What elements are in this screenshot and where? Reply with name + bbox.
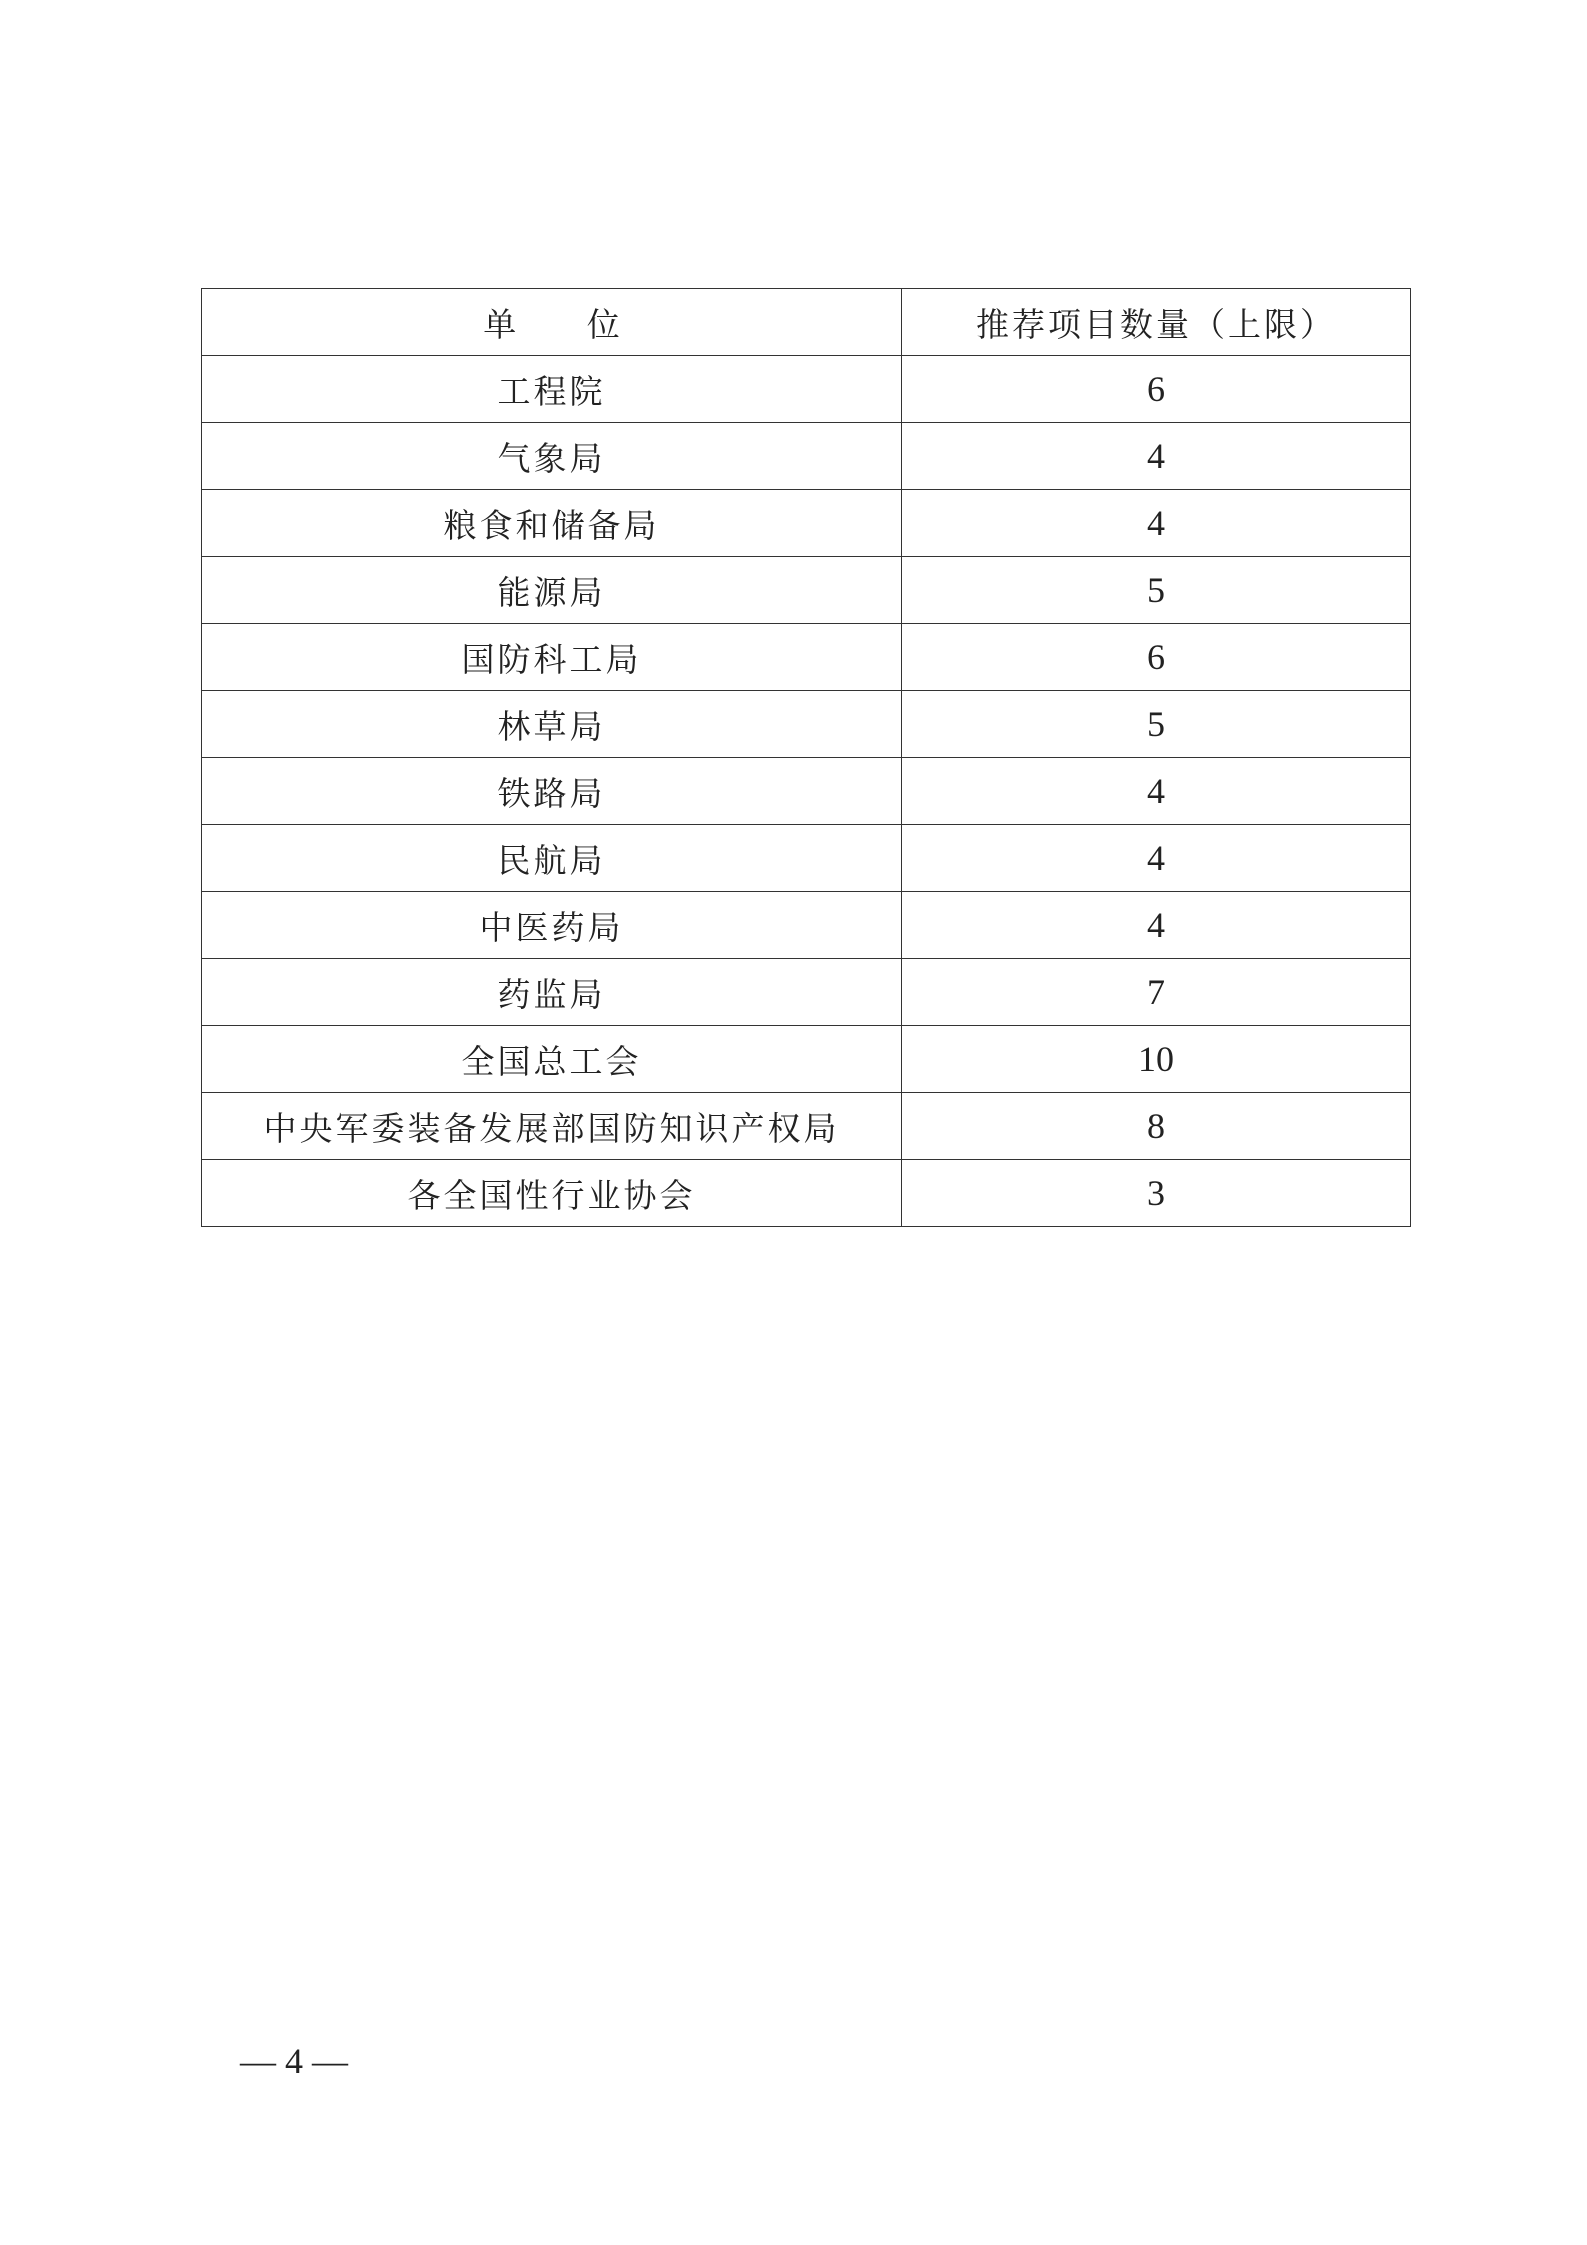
unit-cell: 铁路局 [202, 758, 902, 825]
unit-cell: 药监局 [202, 959, 902, 1026]
unit-cell: 林草局 [202, 691, 902, 758]
unit-cell: 中央军委装备发展部国防知识产权局 [202, 1093, 902, 1160]
unit-cell: 粮食和储备局 [202, 490, 902, 557]
quota-cell: 7 [902, 959, 1411, 1026]
table-row [202, 691, 1411, 758]
quota-cell: 4 [902, 490, 1411, 557]
unit-cell: 各全国性行业协会 [202, 1160, 902, 1227]
quota-cell: 4 [902, 423, 1411, 490]
table-row [202, 356, 1411, 423]
unit-cell: 中医药局 [202, 892, 902, 959]
quota-cell: 10 [902, 1026, 1411, 1093]
page-number: — 4 — [240, 2041, 348, 2081]
unit-cell: 气象局 [202, 423, 902, 490]
table-row [202, 892, 1411, 959]
quota-cell: 3 [902, 1160, 1411, 1227]
quota-cell: 4 [902, 758, 1411, 825]
quota-cell: 6 [902, 624, 1411, 691]
table-row [202, 1026, 1411, 1093]
quota-cell: 5 [902, 691, 1411, 758]
table-row [202, 557, 1411, 624]
unit-cell: 民航局 [202, 825, 902, 892]
unit-cell: 工程院 [202, 356, 902, 423]
table-row [202, 1160, 1411, 1227]
table-header-row [202, 289, 1411, 356]
unit-cell: 能源局 [202, 557, 902, 624]
quota-cell: 4 [902, 825, 1411, 892]
column-header-unit: 单 位 [202, 289, 902, 356]
column-header-quota: 推荐项目数量（上限） [902, 289, 1411, 356]
table-row [202, 423, 1411, 490]
table-row [202, 959, 1411, 1026]
quota-cell: 5 [902, 557, 1411, 624]
table-row [202, 825, 1411, 892]
table-row [202, 1093, 1411, 1160]
table-row [202, 624, 1411, 691]
quota-cell: 4 [902, 892, 1411, 959]
quota-cell: 6 [902, 356, 1411, 423]
unit-cell: 国防科工局 [202, 624, 902, 691]
unit-cell: 全国总工会 [202, 1026, 902, 1093]
quota-table [201, 288, 1411, 1227]
quota-cell: 8 [902, 1093, 1411, 1160]
table-row [202, 758, 1411, 825]
table-row [202, 490, 1411, 557]
